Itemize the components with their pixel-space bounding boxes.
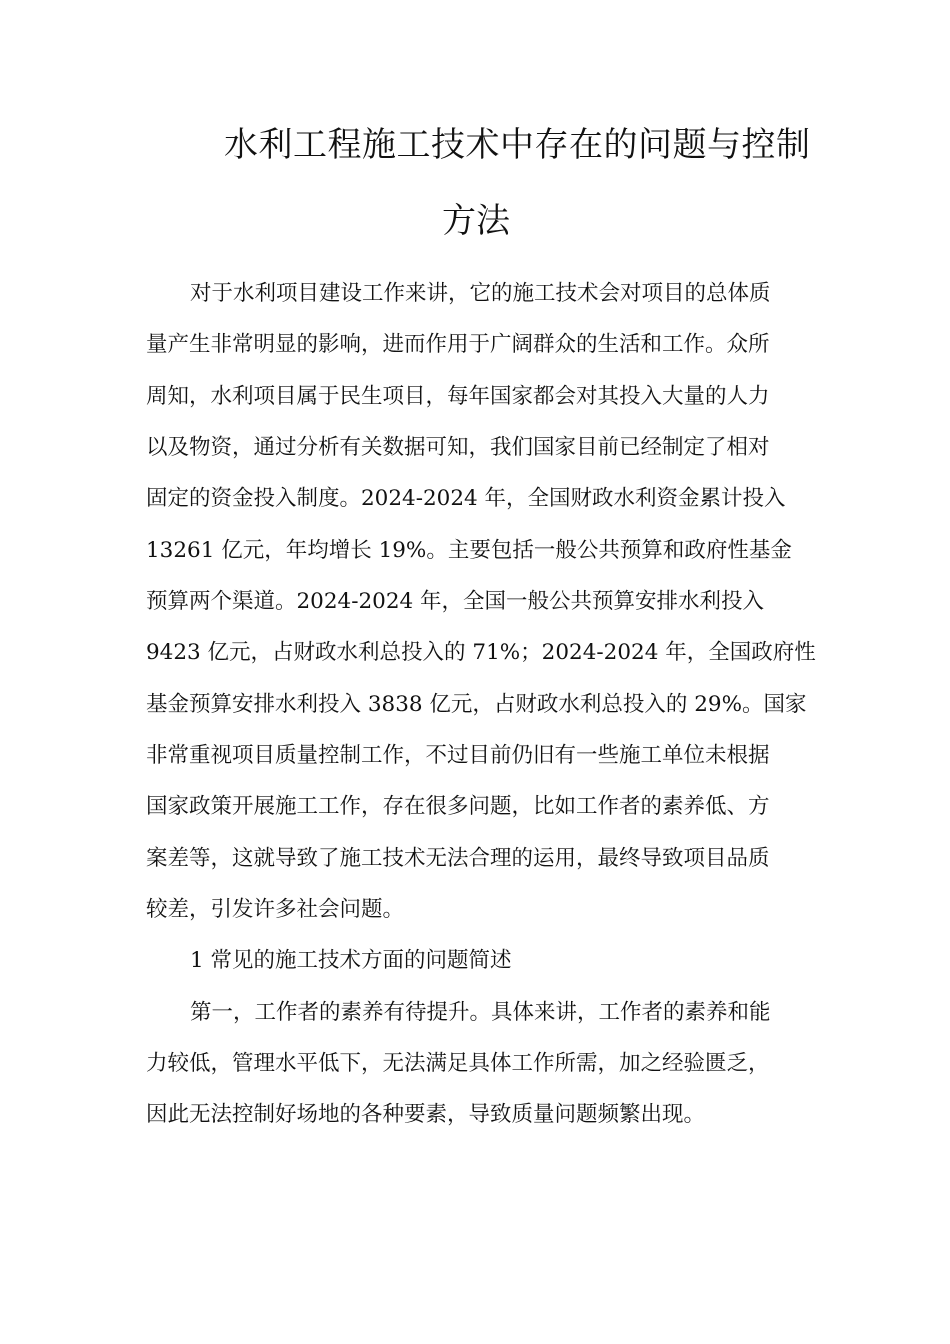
paragraph-line: 非常重视项目质量控制工作，不过目前仍旧有一些施工单位未根据 xyxy=(146,743,770,768)
paragraph-line: 固定的资金投入制度。2024-2024 年，全国财政水利资金累计投入 xyxy=(146,486,786,511)
paragraph-line: 因此无法控制好场地的各种要素，导致质量问题频繁出现。 xyxy=(146,1102,706,1127)
paragraph-line: 9423 亿元，占财政水利总投入的 71%；2024-2024 年，全国政府性 xyxy=(146,640,816,665)
paragraph-line: 量产生非常明显的影响，进而作用于广阔群众的生活和工作。众所 xyxy=(146,332,770,357)
paragraph-line: 预算两个渠道。2024-2024 年，全国一般公共预算安排水利投入 xyxy=(146,589,765,614)
paragraph-line: 周知，水利项目属于民生项目，每年国家都会对其投入大量的人力 xyxy=(146,384,770,409)
paragraph-line: 较差，引发许多社会问题。 xyxy=(146,897,405,922)
paragraph-line: 案差等，这就导致了施工技术无法合理的运用，最终导致项目品质 xyxy=(146,846,770,871)
document-title-line-2: 方法 xyxy=(442,201,510,241)
paragraph-line: 基金预算安排水利投入 3838 亿元，占财政水利总投入的 29%。国家 xyxy=(146,692,807,717)
document-title-line-1: 水利工程施工技术中存在的问题与控制 xyxy=(224,125,811,165)
paragraph-line: 13261 亿元，年均增长 19%。主要包括一般公共预算和政府性基金 xyxy=(146,538,792,563)
paragraph-line: 力较低，管理水平低下，无法满足具体工作所需，加之经验匮乏， xyxy=(146,1051,770,1076)
paragraph-line: 第一，工作者的素养有待提升。具体来讲，工作者的素养和能 xyxy=(190,1000,771,1025)
paragraph-line: 国家政策开展施工工作，存在很多问题，比如工作者的素养低、方 xyxy=(146,794,770,819)
paragraph-line: 以及物资，通过分析有关数据可知，我们国家目前已经制定了相对 xyxy=(146,435,770,460)
section-heading: 1 常见的施工技术方面的问题简述 xyxy=(190,948,512,973)
paragraph-line: 对于水利项目建设工作来讲，它的施工技术会对项目的总体质 xyxy=(190,281,771,306)
